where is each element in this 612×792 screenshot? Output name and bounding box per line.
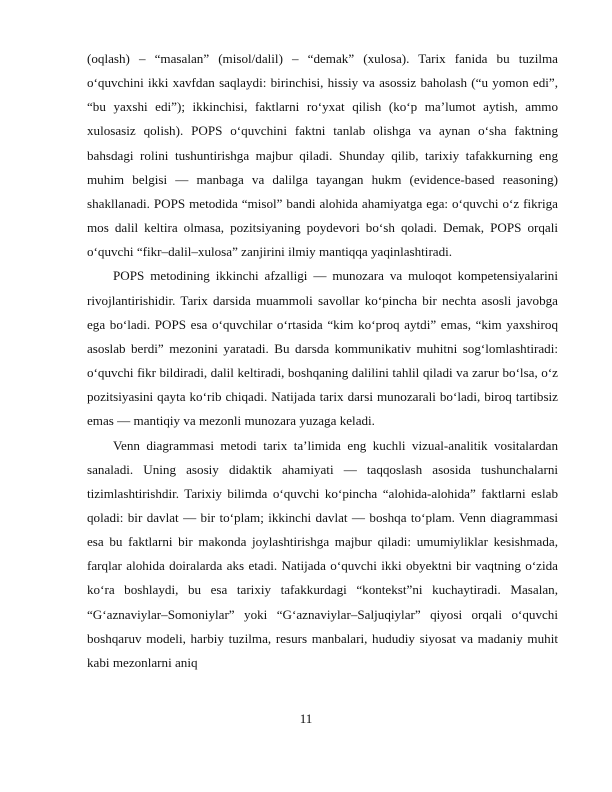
paragraph-continuation: (oqlash) – “masalan” (misol/dalil) – “demak” (xulosa). Tarix fanida bu tuzilma o‘quvchini ikki xavfdan saqlaydi: birinchisi, hissiy va asossiz baholash (“u yomon edi”, “bu yaxshi edi”); ikkinchisi, faktlarni ro‘yxat qilish (ko‘p ma’lumot aytish, ammo xulosasiz qolish). POPS o‘quvchini faktni tanlab olishga va aynan o‘sha faktning bahsdagi rolini tushuntirishga majbur qiladi. Shunday qilib, tarixiy tafakkurning eng muhim belgisi — manbaga va dalilga tayangan hukm (evidence-based reasoning) shakllanadi. POPS metodida “misol” bandi alohida ahamiyatga ega: o‘quvchi o‘z fikriga mos dalil keltira olmasa, pozitsiyaning poydevori bo‘sh qoladi. Demak, POPS orqali o‘quvchi “fikr–dalil–xulosa” zanjirini ilmiy mantiqqa yaqinlashtiradi. <box>87 51 558 260</box>
paragraph-pops-advantage: POPS metodining ikkinchi afzalligi — munozara va muloqot kompetensiyalarini rivojlantirishidir. Tarix darsida muammoli savollar ko‘pincha bir nechta asosli javobga ega bo‘ladi. POPS esa o‘quvchilar o‘rtasida “kim ko‘proq aytdi” emas, “kim yaxshiroq asoslab berdi” mezonini yaratadi. Bu darsda kommunikativ muhitni sog‘lomlashtiradi: o‘quvchi fikr bildiradi, dalil keltiradi, boshqaning dalilini tahlil qiladi va zarur bo‘lsa, o‘z pozitsiyasini qayta ko‘rib chiqadi. Natijada tarix darsi munozarali bo‘ladi, biroq tartibsiz emas — mantiqiy va mezonli munozara yuzaga keladi. <box>87 268 558 429</box>
paragraph-venn-diagram: Venn diagrammasi metodi tarix ta’limida eng kuchli vizual-analitik vositalardan sanaladi. Uning asosiy didaktik ahamiyati — taqqoslash asosida tushunchalarni tizimlashtirishdir. Tarixiy bilimda o‘quvchi ko‘pincha “alohida-alohida” faktlarni eslab qoladi: bir davlat — bir to‘plam; ikkinchi davlat — boshqa to‘plam. Venn diagrammasi esa bu faktlarni bir makonda joylashtirishga majbur qiladi: umumiyliklar kesishmada, farqlar alohida doiralarda aks etadi. Natijada o‘quvchi ikki obyektni bir vaqtning o‘zida ko‘ra boshlaydi, bu esa tarixiy tafakkurdagi “kontekst”ni kuchaytiradi. Masalan, “G‘aznaviylar–Somoniylar” yoki “G‘aznaviylar–Saljuqiylar” qiyosi orqali o‘quvchi boshqaruv modeli, harbiy tuzilma, resurs manbalari, hududiy siyosat va madaniy muhit kabi mezonlarni aniq <box>87 437 558 670</box>
page-number: 11 <box>299 711 313 726</box>
body-text <box>87 47 558 675</box>
